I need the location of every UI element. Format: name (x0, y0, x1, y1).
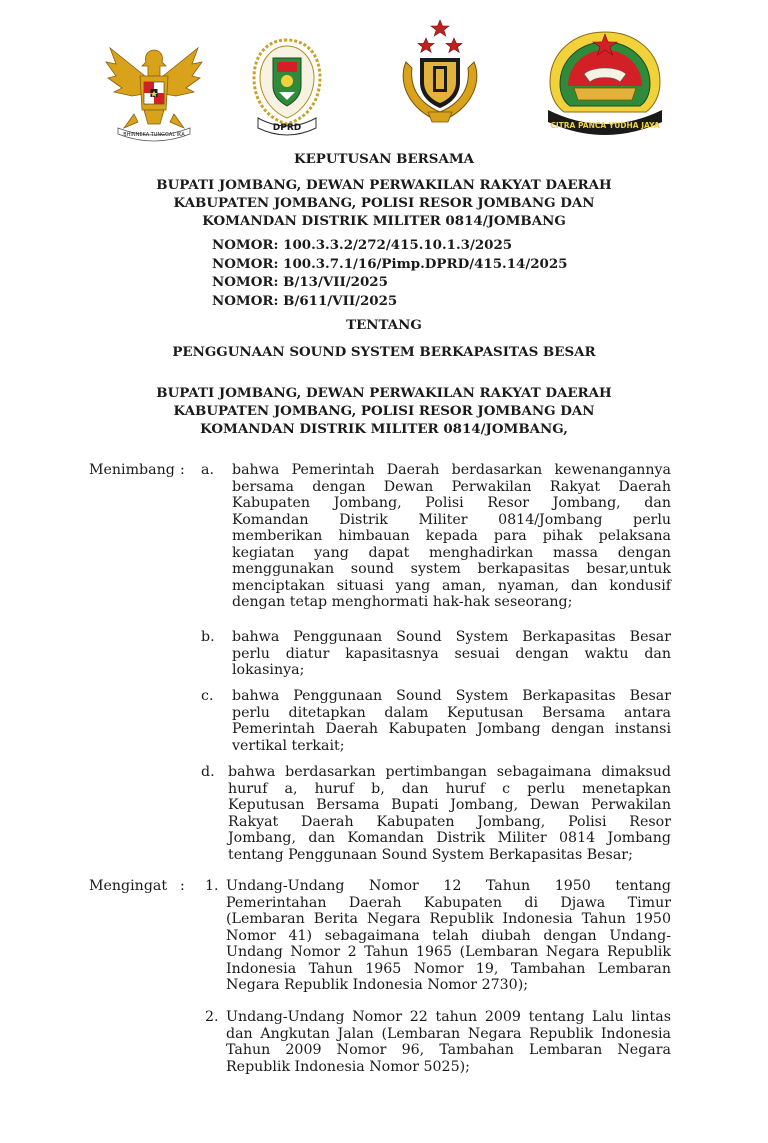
menimbang-item-d (201, 764, 671, 864)
tentang-heading: TENTANG (346, 317, 422, 333)
menimbang-item-b (201, 629, 671, 681)
kodim-ribbon-text: CITRA PANCA YUDHA JAYA (550, 121, 660, 130)
text-line: (Lembaran Berita Negara Republik Indonesia Tahun 1950 (226, 911, 671, 927)
text-line: Pemerintahan Daerah Kabupaten di Djawa Timur (226, 894, 671, 911)
text-line: bahwa berdasarkan pertimbangan sebagaimana dimaksud (228, 764, 671, 780)
text-line: Jombang, dan Komandan Distrik Militer 0814 Jombang (228, 830, 671, 846)
text-line: Nomor 41) sebagaimana telah diubah dengan Undang- (226, 927, 671, 944)
nomor-line: NOMOR: B/13/VII/2025 (212, 274, 388, 290)
menimbang-colon: : (180, 462, 185, 478)
mengingat-item-2 (205, 1009, 671, 1077)
mengingat-colon: : (180, 878, 185, 894)
text-line: Undang-Undang Nomor 22 tahun 2009 tentang Lalu lintas (226, 1009, 671, 1025)
polri-emblem (384, 18, 496, 128)
text-line: bersama dengan Dewan Perwakilan Rakyat Daerah (232, 478, 671, 495)
text-line: memberikan himbauan kepada para pihak pelaksana (232, 528, 671, 544)
text-line: perlu ditetapkan dalam Keputusan Bersama antara (232, 704, 671, 721)
item-marker: 1. (205, 878, 219, 894)
item-marker: b. (201, 629, 215, 645)
text-line: menggunakan sound system berkapasitas besar,untuk (232, 561, 671, 577)
text-line: Keputusan Bersama Bupati Jombang, Dewan Perwakilan (228, 797, 671, 813)
text-line: Indonesia Tahun 1965 Nomor 19, Tambahan Lembaran (226, 960, 671, 977)
text-line: Pemerintah Daerah Kabupaten Jombang dengan instansi (232, 721, 671, 737)
issuer-line-3: KOMANDAN DISTRIK MILITER 0814/JOMBANG, (200, 421, 568, 437)
mengingat-label: Mengingat (89, 878, 168, 894)
garuda-motto: BHINNEKA TUNGGAL IKA (123, 132, 185, 138)
menimbang-item-a (201, 462, 671, 612)
garuda-pancasila-emblem (104, 30, 204, 142)
text-line: Kabupaten Jombang, Polisi Resor Jombang, dan (232, 495, 671, 511)
logo-row (0, 18, 768, 148)
issuer-line-1: BUPATI JOMBANG, DEWAN PERWAKILAN RAKYAT DAERAH (156, 385, 612, 401)
mengingat-item-1 (205, 878, 671, 994)
item-marker: a. (201, 462, 214, 478)
kodim-emblem (540, 26, 670, 138)
nomor-line: NOMOR: 100.3.3.2/272/415.10.1.3/2025 (212, 237, 513, 253)
subject-heading: PENGGUNAAN SOUND SYSTEM BERKAPASITAS BESAR (172, 344, 596, 360)
text-line: Rakyat Daerah Kabupaten Jombang, Polisi Resor (228, 813, 671, 830)
menimbang-item-c (201, 688, 671, 756)
text-line: menciptakan situasi yang aman, nyaman, dan kondusif (232, 577, 671, 594)
parties-line-3: KOMANDAN DISTRIK MILITER 0814/JOMBANG (202, 213, 566, 229)
text-line: bahwa Penggunaan Sound System Berkapasitas Besar (232, 629, 671, 645)
text-line: tentang Penggunaan Sound System Berkapasitas Besar; (228, 846, 633, 863)
item-marker: c. (201, 688, 214, 704)
parties-line-1: BUPATI JOMBANG, DEWAN PERWAKILAN RAKYAT DAERAH (156, 177, 612, 193)
item-text (228, 764, 671, 863)
text-line: Undang-Undang Nomor 12 Tahun 1950 tentang (226, 878, 671, 894)
text-line: Undang Nomor 2 Tahun 1965 (Lembaran Negara Republik (226, 944, 671, 960)
item-marker: d. (201, 764, 215, 780)
text-line: huruf a, huruf b, dan huruf c perlu menetapkan (228, 780, 671, 797)
text-line: Negara Republik Indonesia Nomor 2730); (226, 977, 529, 993)
item-text (226, 878, 671, 994)
item-text (232, 629, 671, 679)
nomor-line: NOMOR: 100.3.7.1/16/Pimp.DPRD/415.14/2025 (212, 255, 568, 272)
dprd-label: DPRD (272, 123, 302, 133)
text-line: Komandan Distrik Militer 0814/Jombang perlu (232, 511, 671, 528)
nomor-list (212, 236, 568, 310)
text-line: bahwa Penggunaan Sound System Berkapasitas Besar (232, 688, 671, 704)
item-text (232, 462, 671, 611)
item-text (232, 688, 671, 754)
issuer-line-2: KABUPATEN JOMBANG, POLISI RESOR JOMBANG DAN (173, 403, 595, 419)
item-text (226, 1009, 671, 1075)
dprd-emblem (246, 34, 328, 138)
text-line: Republik Indonesia Nomor 5025); (226, 1058, 470, 1075)
text-line: bahwa Pemerintah Daerah berdasarkan kewenangannya (232, 462, 671, 478)
document-title: KEPUTUSAN BERSAMA (293, 151, 475, 167)
nomor-line: NOMOR: B/611/VII/2025 (212, 292, 398, 309)
item-marker: 2. (205, 1009, 219, 1025)
text-line: Tahun 2009 Nomor 96, Tambahan Lembaran Negara (226, 1042, 671, 1058)
parties-line-2: KABUPATEN JOMBANG, POLISI RESOR JOMBANG DAN (173, 195, 595, 211)
text-line: vertikal terkait; (232, 737, 345, 754)
text-line: dan Angkutan Jalan (Lembaran Negara Republik Indonesia (226, 1025, 671, 1042)
text-line: lokasinya; (232, 662, 305, 678)
text-line: dengan tetap menghormati hak-hak seseorang; (232, 594, 573, 610)
text-line: kegiatan yang dapat menghadirkan massa dengan (232, 544, 671, 561)
text-line: perlu diatur kapasitasnya sesuai dengan waktu dan (232, 645, 671, 662)
menimbang-label: Menimbang (89, 462, 175, 478)
